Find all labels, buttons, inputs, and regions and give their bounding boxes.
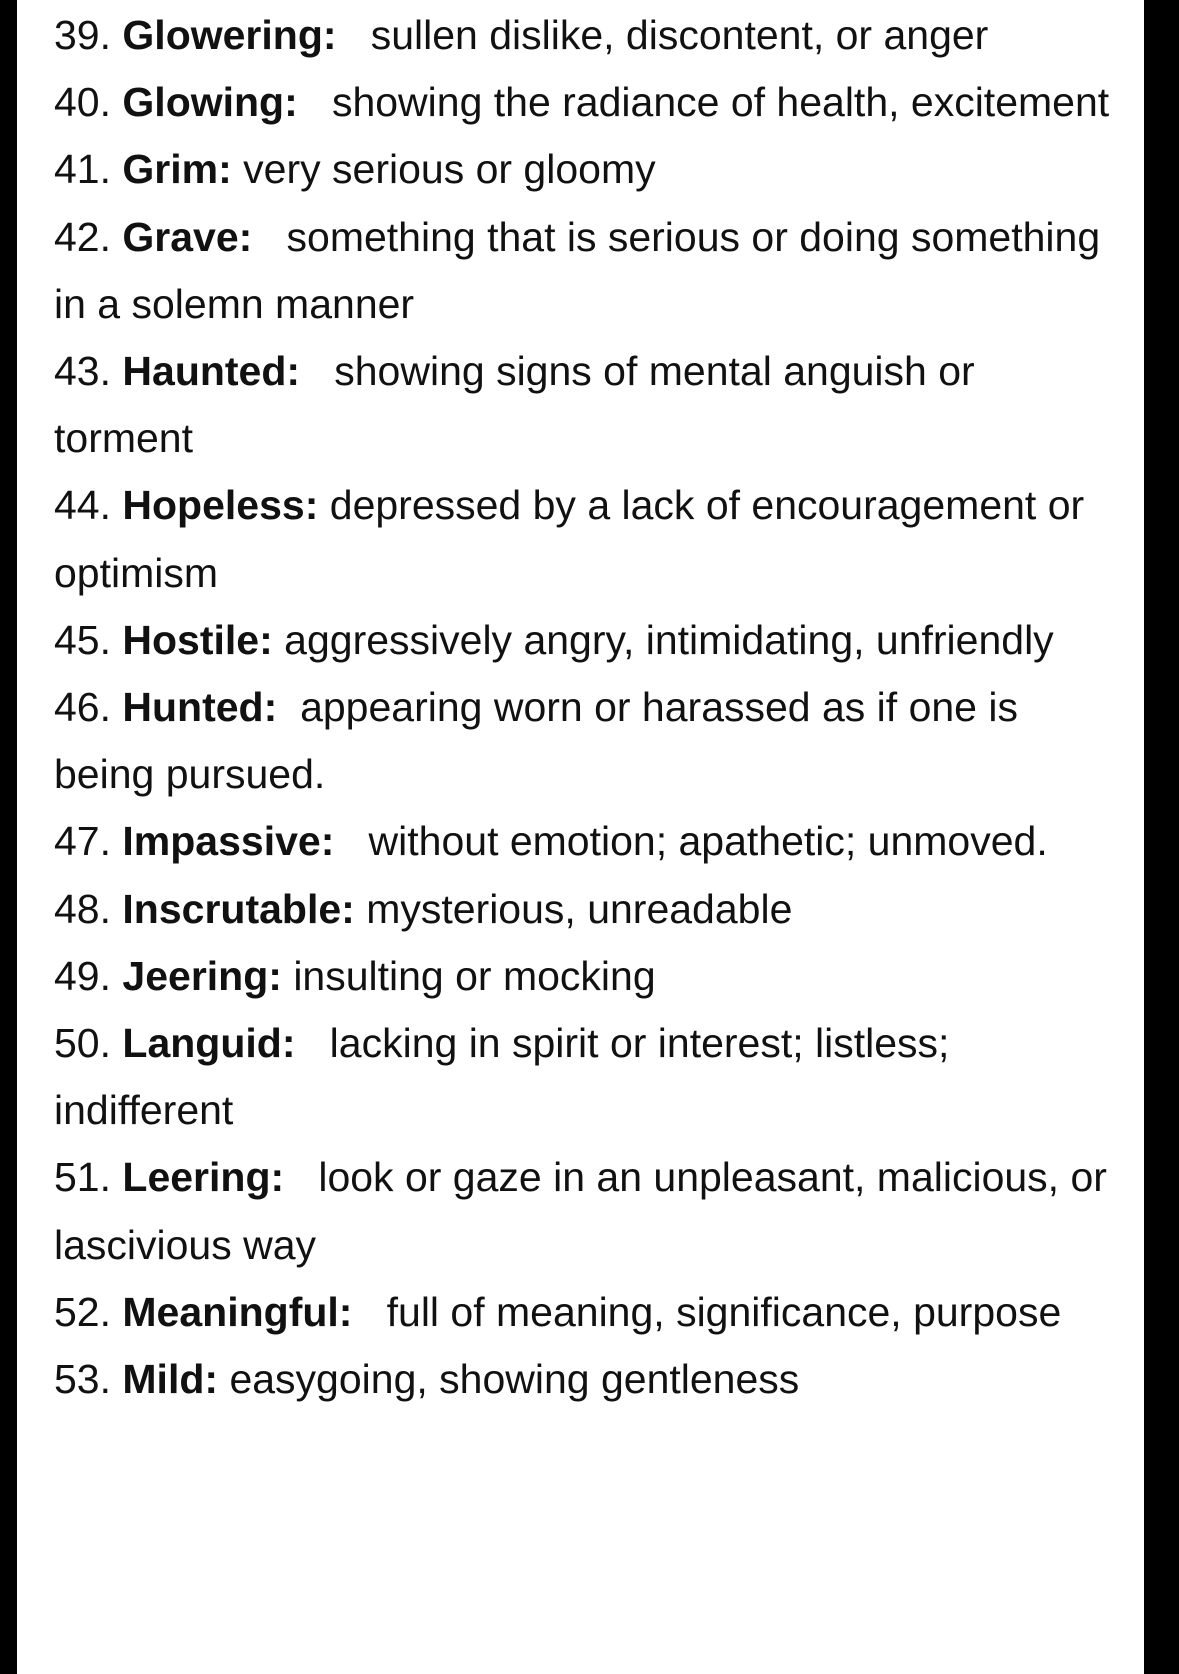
entry-number: 50. (54, 1020, 111, 1067)
entry-definition: depressed by a lack of encouragement or optimism (54, 482, 1085, 596)
definition-entry (54, 204, 1124, 338)
entry-definition: appearing worn or harassed as if one is being pursued. (54, 684, 1018, 798)
entry-number: 47. (54, 818, 111, 865)
entry-definition: mysterious, unreadable (366, 885, 793, 932)
entry-term: Languid: (122, 1020, 296, 1067)
entry-definition: lacking in spirit or interest; listless; indifferent (54, 1020, 950, 1134)
entry-gap (298, 79, 332, 125)
definition-entry (54, 1346, 1124, 1413)
definition-entry (54, 1144, 1124, 1278)
entry-gap (284, 1154, 318, 1200)
entry-definition: very serious or gloomy (243, 146, 656, 193)
entry-term: Inscrutable: (122, 885, 355, 932)
entry-definition: full of meaning, significance, purpose (386, 1288, 1062, 1335)
entry-definition: sullen dislike, discontent, or anger (370, 12, 989, 58)
entry-term: Glowing: (122, 79, 298, 126)
entry-term: Leering: (122, 1154, 285, 1201)
entry-definition: easygoing, showing gentleness (229, 1356, 800, 1403)
entry-number: 45. (54, 616, 111, 663)
entry-definition: without emotion; apathetic; unmoved. (368, 818, 1048, 865)
entry-term: Grave: (122, 213, 253, 260)
entry-definition: look or gaze in an unpleasant, malicious, or lascivious way (54, 1154, 1107, 1268)
definition-entry (54, 808, 1124, 875)
entry-definition: insulting or mocking (293, 952, 656, 999)
entry-gap (295, 1020, 329, 1066)
entry-gap (218, 1356, 229, 1402)
entry-number: 51. (54, 1154, 111, 1201)
entry-definition: showing the radiance of health, excitement (331, 79, 1110, 126)
entry-definition: something that is serious or doing something in a solemn manner (54, 213, 1101, 327)
entry-number: 49. (54, 952, 111, 999)
entry-gap (318, 482, 329, 528)
entry-gap (232, 146, 243, 192)
entry-gap (300, 348, 334, 394)
entry-gap (355, 886, 366, 932)
entry-number: 46. (54, 684, 111, 731)
entry-number: 39. (54, 12, 111, 58)
definition-entry (54, 876, 1124, 943)
entry-term: Grim: (122, 146, 232, 193)
entry-number: 41. (54, 146, 111, 193)
definition-entry (54, 338, 1124, 472)
entry-definition: showing signs of mental anguish or torment (54, 348, 975, 462)
entry-gap (282, 953, 293, 999)
entry-term: Mild: (122, 1356, 219, 1403)
entry-number: 43. (54, 348, 111, 395)
entry-term: Impassive: (122, 818, 335, 865)
entry-term: Glowering: (122, 12, 337, 58)
definition-entry (54, 69, 1124, 136)
entry-number: 44. (54, 482, 111, 529)
definition-entry (54, 607, 1124, 674)
entry-gap (334, 818, 368, 864)
definition-entry (54, 2, 1124, 69)
entry-number: 52. (54, 1288, 111, 1335)
definition-entry (54, 674, 1124, 808)
definition-entry (54, 136, 1124, 203)
entry-number: 42. (54, 213, 111, 260)
entry-gap (277, 684, 300, 730)
definition-entry (54, 943, 1124, 1010)
entry-term: Jeering: (122, 952, 282, 999)
definition-entry (54, 472, 1124, 606)
document-page (17, 0, 1144, 1674)
entry-term: Hunted: (122, 684, 278, 731)
definition-entry (54, 1010, 1124, 1144)
entry-gap (252, 214, 286, 260)
definition-list (17, 0, 1144, 1413)
entry-term: Hostile: (122, 616, 273, 663)
entry-definition: aggressively angry, intimidating, unfriendly (284, 616, 1054, 663)
entry-number: 53. (54, 1356, 111, 1403)
entry-term: Meaningful: (122, 1288, 353, 1335)
entry-term: Haunted: (122, 348, 301, 395)
entry-gap (352, 1289, 386, 1335)
entry-gap (337, 12, 371, 58)
entry-gap (273, 617, 284, 663)
entry-number: 48. (54, 885, 111, 932)
definition-entry (54, 1279, 1124, 1346)
entry-number: 40. (54, 79, 111, 126)
entry-term: Hopeless: (122, 482, 319, 529)
